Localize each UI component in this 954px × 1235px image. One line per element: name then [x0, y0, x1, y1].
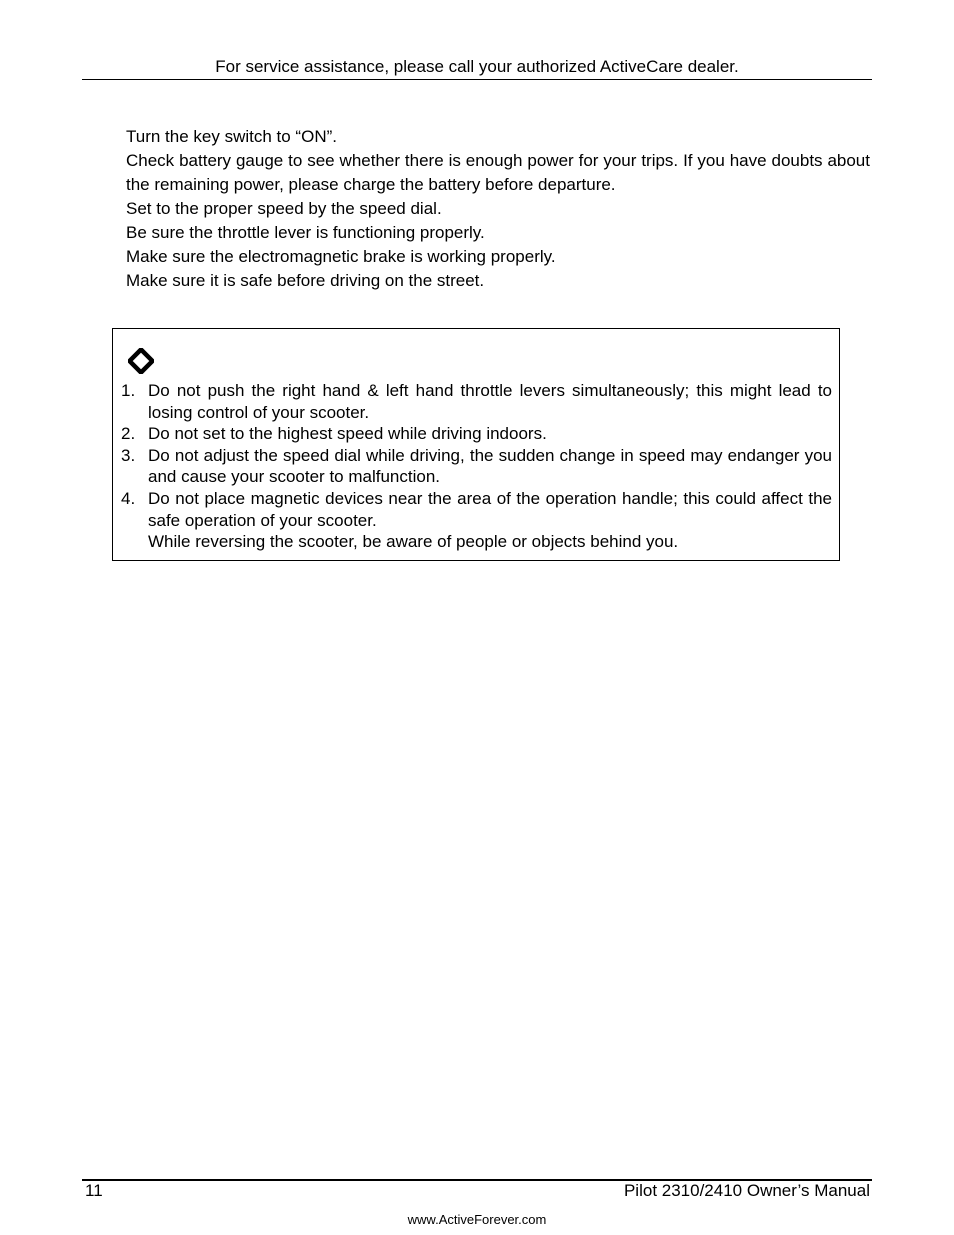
website-link[interactable]: www.ActiveForever.com — [407, 1212, 547, 1227]
warning-item — [121, 488, 832, 531]
warning-item-number: 3. — [121, 445, 136, 465]
warning-item-number: 1. — [121, 381, 136, 400]
step-item: Set to the proper speed by the speed dial. — [126, 199, 442, 218]
warning-item-text: Do not push the right hand & left hand throttle levers simultaneously; this might lead to losing control of your scooter. — [148, 381, 832, 422]
warning-note: While reversing the scooter, be aware of people or objects behind you. — [148, 532, 679, 552]
warning-item-number: 4. — [121, 488, 136, 508]
page-number: 11 — [85, 1181, 103, 1200]
header-divider — [82, 79, 872, 80]
step-item: Be sure the throttle lever is functioning properly. — [126, 223, 485, 242]
warning-item-text: Do not set to the highest speed while driving indoors. — [148, 424, 547, 444]
warning-item — [121, 423, 832, 445]
manual-title: Pilot 2310/2410 Owner’s Manual — [623, 1181, 870, 1200]
pre-drive-steps — [126, 125, 870, 293]
warning-item-number: 2. — [121, 424, 136, 444]
step-item: Check battery gauge to see whether there is enough power for your trips. If you have doubts about the remaining power, please charge the battery before departure. — [126, 151, 870, 194]
warning-item-text: Do not place magnetic devices near the area of the operation handle; this could affect the safe operation of your scooter. — [148, 488, 832, 530]
step-item: Turn the key switch to “ON”. — [126, 127, 337, 146]
warning-item-text: Do not adjust the speed dial while driving, the sudden change in speed may endanger you and cause your scooter to malfunction. — [148, 445, 832, 487]
step-item: Make sure the electromagnetic brake is working properly. — [126, 247, 556, 266]
warning-item — [121, 380, 832, 423]
warning-box — [112, 328, 840, 561]
warning-item — [121, 445, 832, 488]
diamond-icon — [128, 348, 154, 374]
warning-list — [121, 380, 832, 553]
page-header: For service assistance, please call your authorized ActiveCare dealer. — [215, 57, 739, 76]
step-item: Make sure it is safe before driving on the street. — [126, 271, 485, 290]
